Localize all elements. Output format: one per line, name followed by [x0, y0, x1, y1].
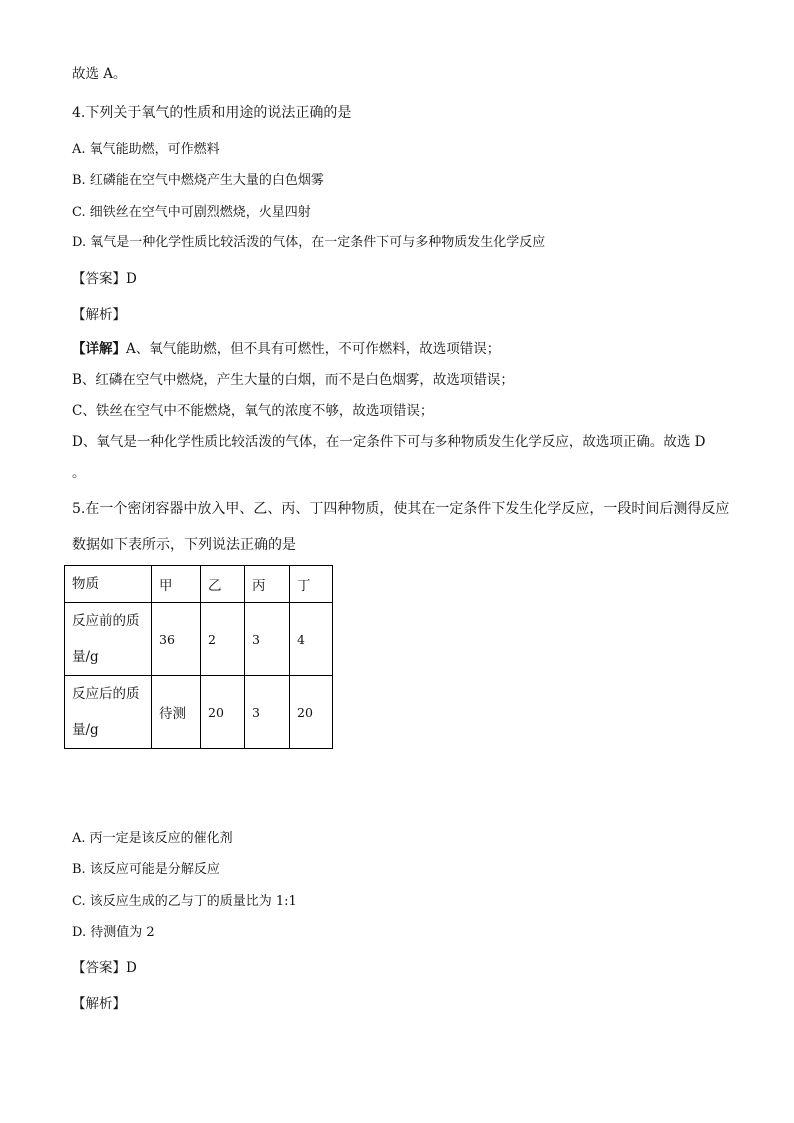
header-cell-ding: 丁	[290, 566, 333, 603]
question-4-answer: 【答案】D	[72, 271, 137, 287]
question-5-option-c: C. 该反应生成的乙与丁的质量比为 1:1	[72, 894, 297, 909]
question-5-option-d: D. 待测值为 2	[72, 925, 155, 940]
question-5-analysis-heading: 【解析】	[72, 996, 126, 1012]
question-5-answer: 【答案】D	[72, 960, 137, 976]
cell-after-bing: 3	[245, 676, 290, 749]
cell-before-ding: 4	[290, 603, 333, 676]
row-label-before: 反应前的质量/g	[65, 603, 152, 676]
header-cell-jia: 甲	[152, 566, 201, 603]
question-4-option-c: C. 细铁丝在空气中可剧烈燃烧，火星四射	[72, 205, 311, 220]
reaction-data-table	[64, 565, 333, 749]
cell-before-yi: 2	[201, 603, 245, 676]
question-4-detail-line-a	[72, 339, 500, 359]
question-5-option-a: A. 丙一定是该反应的催化剂	[72, 831, 233, 846]
cell-after-ding: 20	[290, 676, 333, 749]
question-4-detail-line-c: C、铁丝在空气中不能燃烧，氧气的浓度不够，故选项错误；	[72, 403, 434, 419]
question-4-option-a: A. 氧气能助燃，可作燃料	[72, 142, 220, 157]
cell-before-jia: 36	[152, 603, 201, 676]
cell-after-jia: 待测	[152, 676, 201, 749]
previous-answer-conclusion: 故选 A。	[72, 66, 127, 82]
question-5-stem-line-1: 5.在一个密闭容器中放入甲、乙、丙、丁四种物质，使其在一定条件下发生化学反应，一段时间后测得反应	[72, 501, 730, 517]
header-cell-yi: 乙	[201, 566, 245, 603]
question-5-option-b: B. 该反应可能是分解反应	[72, 862, 220, 877]
header-cell-substance: 物质	[65, 566, 152, 603]
question-4-detail-line-end: 。	[72, 465, 86, 481]
question-4-detail-line-b: B、红磷在空气中燃烧，产生大量的白烟，而不是白色烟雾，故选项错误；	[72, 372, 514, 388]
question-4-analysis-heading: 【解析】	[72, 307, 126, 323]
header-cell-bing: 丙	[245, 566, 290, 603]
table-header-row	[65, 566, 333, 603]
question-4-option-d: D. 氧气是一种化学性质比较活泼的气体，在一定条件下可与多种物质发生化学反应	[72, 235, 546, 250]
table-row	[65, 603, 333, 676]
question-4-option-b: B. 红磷能在空气中燃烧产生大量的白色烟雾	[72, 173, 324, 188]
detail-text-a: A、氧气能助燃，但不具有可燃性，不可作燃料，故选项错误；	[126, 341, 501, 357]
question-5-stem-line-2: 数据如下表所示，下列说法正确的是	[72, 537, 296, 553]
question-4-stem: 4.下列关于氧气的性质和用途的说法正确的是	[72, 105, 352, 121]
question-4-detail-line-d: D、氧气是一种化学性质比较活泼的气体，在一定条件下可与多种物质发生化学反应，故选项正确。故选 D	[72, 434, 706, 450]
cell-after-yi: 20	[201, 676, 245, 749]
detail-label: 【详解】	[72, 341, 126, 357]
cell-before-bing: 3	[245, 603, 290, 676]
table-row	[65, 676, 333, 749]
row-label-after: 反应后的质量/g	[65, 676, 152, 749]
